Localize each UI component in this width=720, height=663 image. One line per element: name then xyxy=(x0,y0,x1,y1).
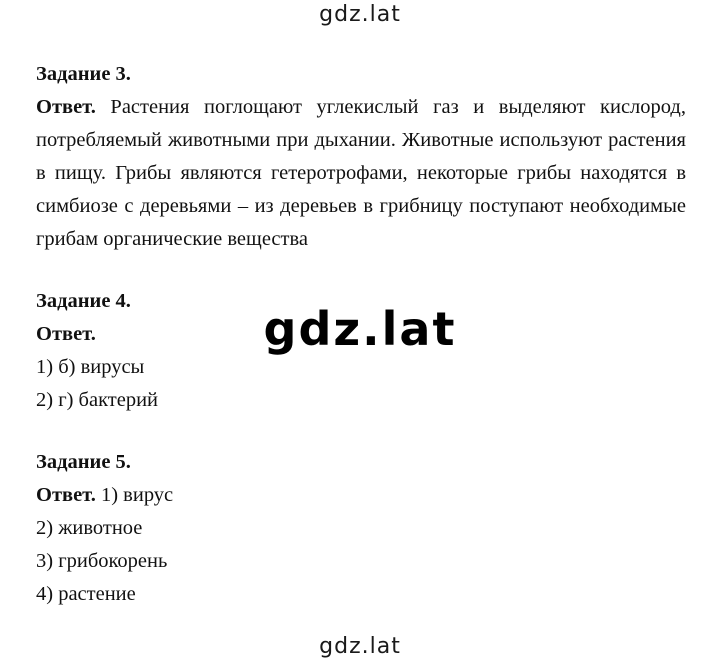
task-3-answer-label: Ответ. xyxy=(36,96,96,118)
task-4-item-2: 2) г) бактерий xyxy=(36,389,159,411)
task-3-answer xyxy=(36,91,686,256)
task-5-item-1: 1) вирус xyxy=(100,484,174,506)
task-5 xyxy=(36,446,686,611)
task-3-answer-text: Растения поглощают углекислый газ и выделяют кислород, потребляемый животными при дыхании. Животные используют растения в пищу. Грибы являются гетеротрофами, некоторые грибы находятся в симбиозе с деревьями – из деревьев в грибницу поступают необходимые грибам органические вещества xyxy=(36,96,686,250)
task-4-item-1: 1) б) вирусы xyxy=(36,356,145,378)
task-4-heading: Задание 4. xyxy=(36,290,131,312)
task-3-heading: Задание 3. xyxy=(36,63,131,85)
watermark-center: gdz.lat xyxy=(263,302,457,356)
task-5-item-4: 4) растение xyxy=(36,583,136,605)
watermark-top: gdz.lat xyxy=(319,2,401,27)
task-5-item-3: 3) грибокорень xyxy=(36,550,168,572)
watermark-bottom: gdz.lat xyxy=(319,634,401,659)
task-5-item-2: 2) животное xyxy=(36,517,143,539)
task-3 xyxy=(36,58,686,256)
task-5-heading: Задание 5. xyxy=(36,451,131,473)
task-5-answer xyxy=(36,479,686,512)
task-5-answer-label: Ответ. xyxy=(36,484,96,506)
task-4-answer-label: Ответ. xyxy=(36,323,96,345)
